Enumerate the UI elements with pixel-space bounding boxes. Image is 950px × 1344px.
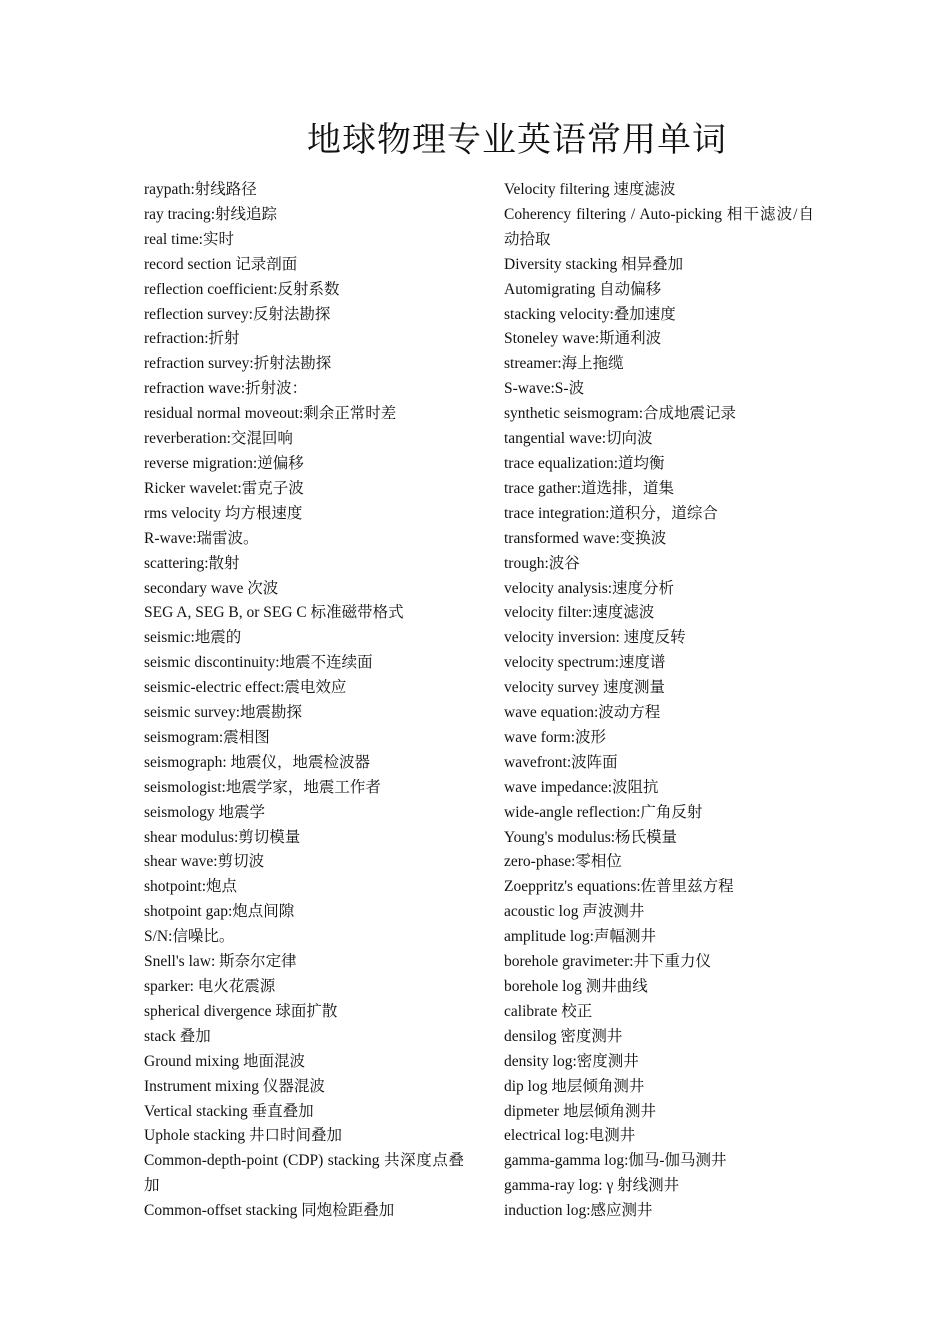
glossary-entry: seismic survey:地震勘探: [144, 704, 302, 722]
glossary-entry: refraction survey:折射法勘探: [144, 355, 332, 373]
glossary-entry: velocity spectrum:速度谱: [504, 654, 666, 672]
glossary-entry: induction log:感应测井: [504, 1202, 653, 1220]
page-title: 地球物理专业英语常用单词: [307, 122, 727, 159]
glossary-entry: gamma-gamma log:伽马-伽马测井: [504, 1152, 727, 1170]
glossary-entry: SEG A, SEG B, or SEG C 标准磁带格式: [144, 604, 404, 622]
glossary-entry: S-wave:S-波: [504, 380, 585, 398]
glossary-entry: refraction wave:折射波：: [144, 380, 308, 398]
glossary-entry: seismograph: 地震仪，地震检波器: [144, 753, 371, 771]
glossary-entry: Uphole stacking 井口时间叠加: [144, 1127, 343, 1145]
glossary-entry: dipmeter 地层倾角测井: [504, 1102, 656, 1120]
glossary-entry: seismic:地震的: [144, 629, 242, 647]
glossary-entry: trace gather:道选排，道集: [504, 479, 675, 497]
glossary-entry: stacking velocity:叠加速度: [504, 305, 676, 323]
glossary-entry: reflection coefficient:反射系数: [144, 280, 340, 298]
glossary-entry: Ground mixing 地面混波: [144, 1052, 306, 1070]
glossary-entry: secondary wave 次波: [144, 579, 279, 597]
glossary-entry: S/N:信噪比。: [144, 928, 235, 946]
glossary-entry: dip log 地层倾角测井: [504, 1077, 645, 1095]
glossary-entry: borehole gravimeter:井下重力仪: [504, 953, 712, 971]
glossary-entry: velocity analysis:速度分析: [504, 579, 675, 597]
glossary-entry: gamma-ray log: γ 射线测井: [504, 1177, 680, 1195]
glossary-entry: Instrument mixing 仪器混波: [144, 1077, 325, 1095]
glossary-entry: wave impedance:波阻抗: [504, 778, 659, 796]
glossary-entry: sparker: 电火花震源: [144, 978, 276, 995]
glossary-entry: velocity survey 速度测量: [504, 679, 666, 697]
glossary-entry: seismogram:震相图: [144, 728, 270, 746]
glossary-entry: refraction:折射: [144, 330, 240, 348]
glossary-entry: reverse migration:逆偏移: [144, 454, 304, 472]
glossary-entry: zero-phase:零相位: [504, 853, 622, 871]
left-column: [144, 178, 464, 1224]
glossary-entry: seismic discontinuity:地震不连续面: [144, 654, 373, 672]
glossary-entry: Zoeppritz's equations:佐普里兹方程: [504, 878, 734, 896]
glossary-entry: shear wave:剪切波: [144, 853, 265, 871]
glossary-entry: transformed wave:变换波: [504, 529, 667, 547]
glossary-entry: wide-angle reflection:广角反射: [504, 803, 703, 821]
glossary-entry: wave form:波形: [504, 728, 607, 746]
glossary-entry: wave equation:波动方程: [504, 704, 661, 722]
glossary-entry: shear modulus:剪切模量: [144, 828, 301, 846]
glossary-entry: synthetic seismogram:合成地震记录: [504, 405, 737, 423]
right-column: [504, 178, 814, 1224]
glossary-entry: real time:实时: [144, 230, 234, 248]
glossary-entry: velocity filter:速度滤波: [504, 604, 655, 622]
glossary-entry: Automigrating 自动偏移: [504, 280, 662, 298]
glossary-entry: Velocity filtering 速度滤波: [504, 181, 676, 198]
glossary-entry: residual normal moveout:剩余正常时差: [144, 405, 397, 423]
glossary-entry: shotpoint:炮点: [144, 878, 238, 896]
glossary-entry: tangential wave:切向波: [504, 430, 653, 448]
glossary-entry: Ricker wavelet:雷克子波: [144, 479, 304, 497]
glossary-entry: scattering:散射: [144, 554, 240, 572]
glossary-entry: Diversity stacking 相异叠加: [504, 255, 684, 273]
glossary-entry: Common-depth-point (CDP) stacking 共深度点叠加: [144, 1152, 464, 1195]
glossary-entry: streamer:海上拖缆: [504, 355, 624, 373]
glossary-entry: density log:密度测井: [504, 1052, 639, 1070]
glossary-entry: reflection survey:反射法勘探: [144, 305, 331, 323]
glossary-entry: electrical log:电测井: [504, 1127, 636, 1145]
glossary-entry: shotpoint gap:炮点间隙: [144, 903, 295, 921]
glossary-entry: rms velocity 均方根速度: [144, 504, 303, 522]
glossary-entry: velocity inversion: 速度反转: [504, 629, 686, 647]
glossary-entry: Common-offset stacking 同炮检距叠加: [144, 1202, 395, 1220]
glossary-entry: record section 记录剖面: [144, 255, 298, 273]
glossary-entry: densilog 密度测井: [504, 1027, 623, 1045]
glossary-entry: Stoneley wave:斯通利波: [504, 330, 662, 348]
glossary-entry: wavefront:波阵面: [504, 753, 618, 771]
glossary-entry: trace integration:道积分，道综合: [504, 504, 718, 522]
glossary-entry: acoustic log 声波测井: [504, 903, 645, 921]
glossary-entry: seismology 地震学: [144, 803, 265, 821]
glossary-entry: trace equalization:道均衡: [504, 454, 665, 472]
glossary-entry: spherical divergence 球面扩散: [144, 1002, 338, 1020]
glossary-entry: Snell's law: 斯奈尔定律: [144, 953, 297, 971]
glossary-entry: ray tracing:射线追踪: [144, 205, 278, 223]
glossary-entry: amplitude log:声幅测井: [504, 928, 656, 946]
glossary-entry: R-wave:瑞雷波。: [144, 529, 259, 547]
glossary-entry: Vertical stacking 垂直叠加: [144, 1102, 314, 1120]
glossary-entry: trough:波谷: [504, 554, 580, 572]
glossary-entry: Young's modulus:杨氏模量: [504, 828, 678, 846]
glossary-entry: seismologist:地震学家，地震工作者: [144, 778, 381, 796]
glossary-entry: stack 叠加: [144, 1027, 211, 1045]
glossary-entry: raypath:射线路径: [144, 181, 257, 198]
glossary-entry: Coherency filtering / Auto-picking 相干滤波/自动拾取: [504, 205, 814, 248]
glossary-entry: reverberation:交混回响: [144, 430, 293, 448]
glossary-entry: borehole log 测井曲线: [504, 978, 648, 995]
glossary-entry: seismic-electric effect:震电效应: [144, 679, 347, 697]
glossary-entry: calibrate 校正: [504, 1002, 593, 1020]
